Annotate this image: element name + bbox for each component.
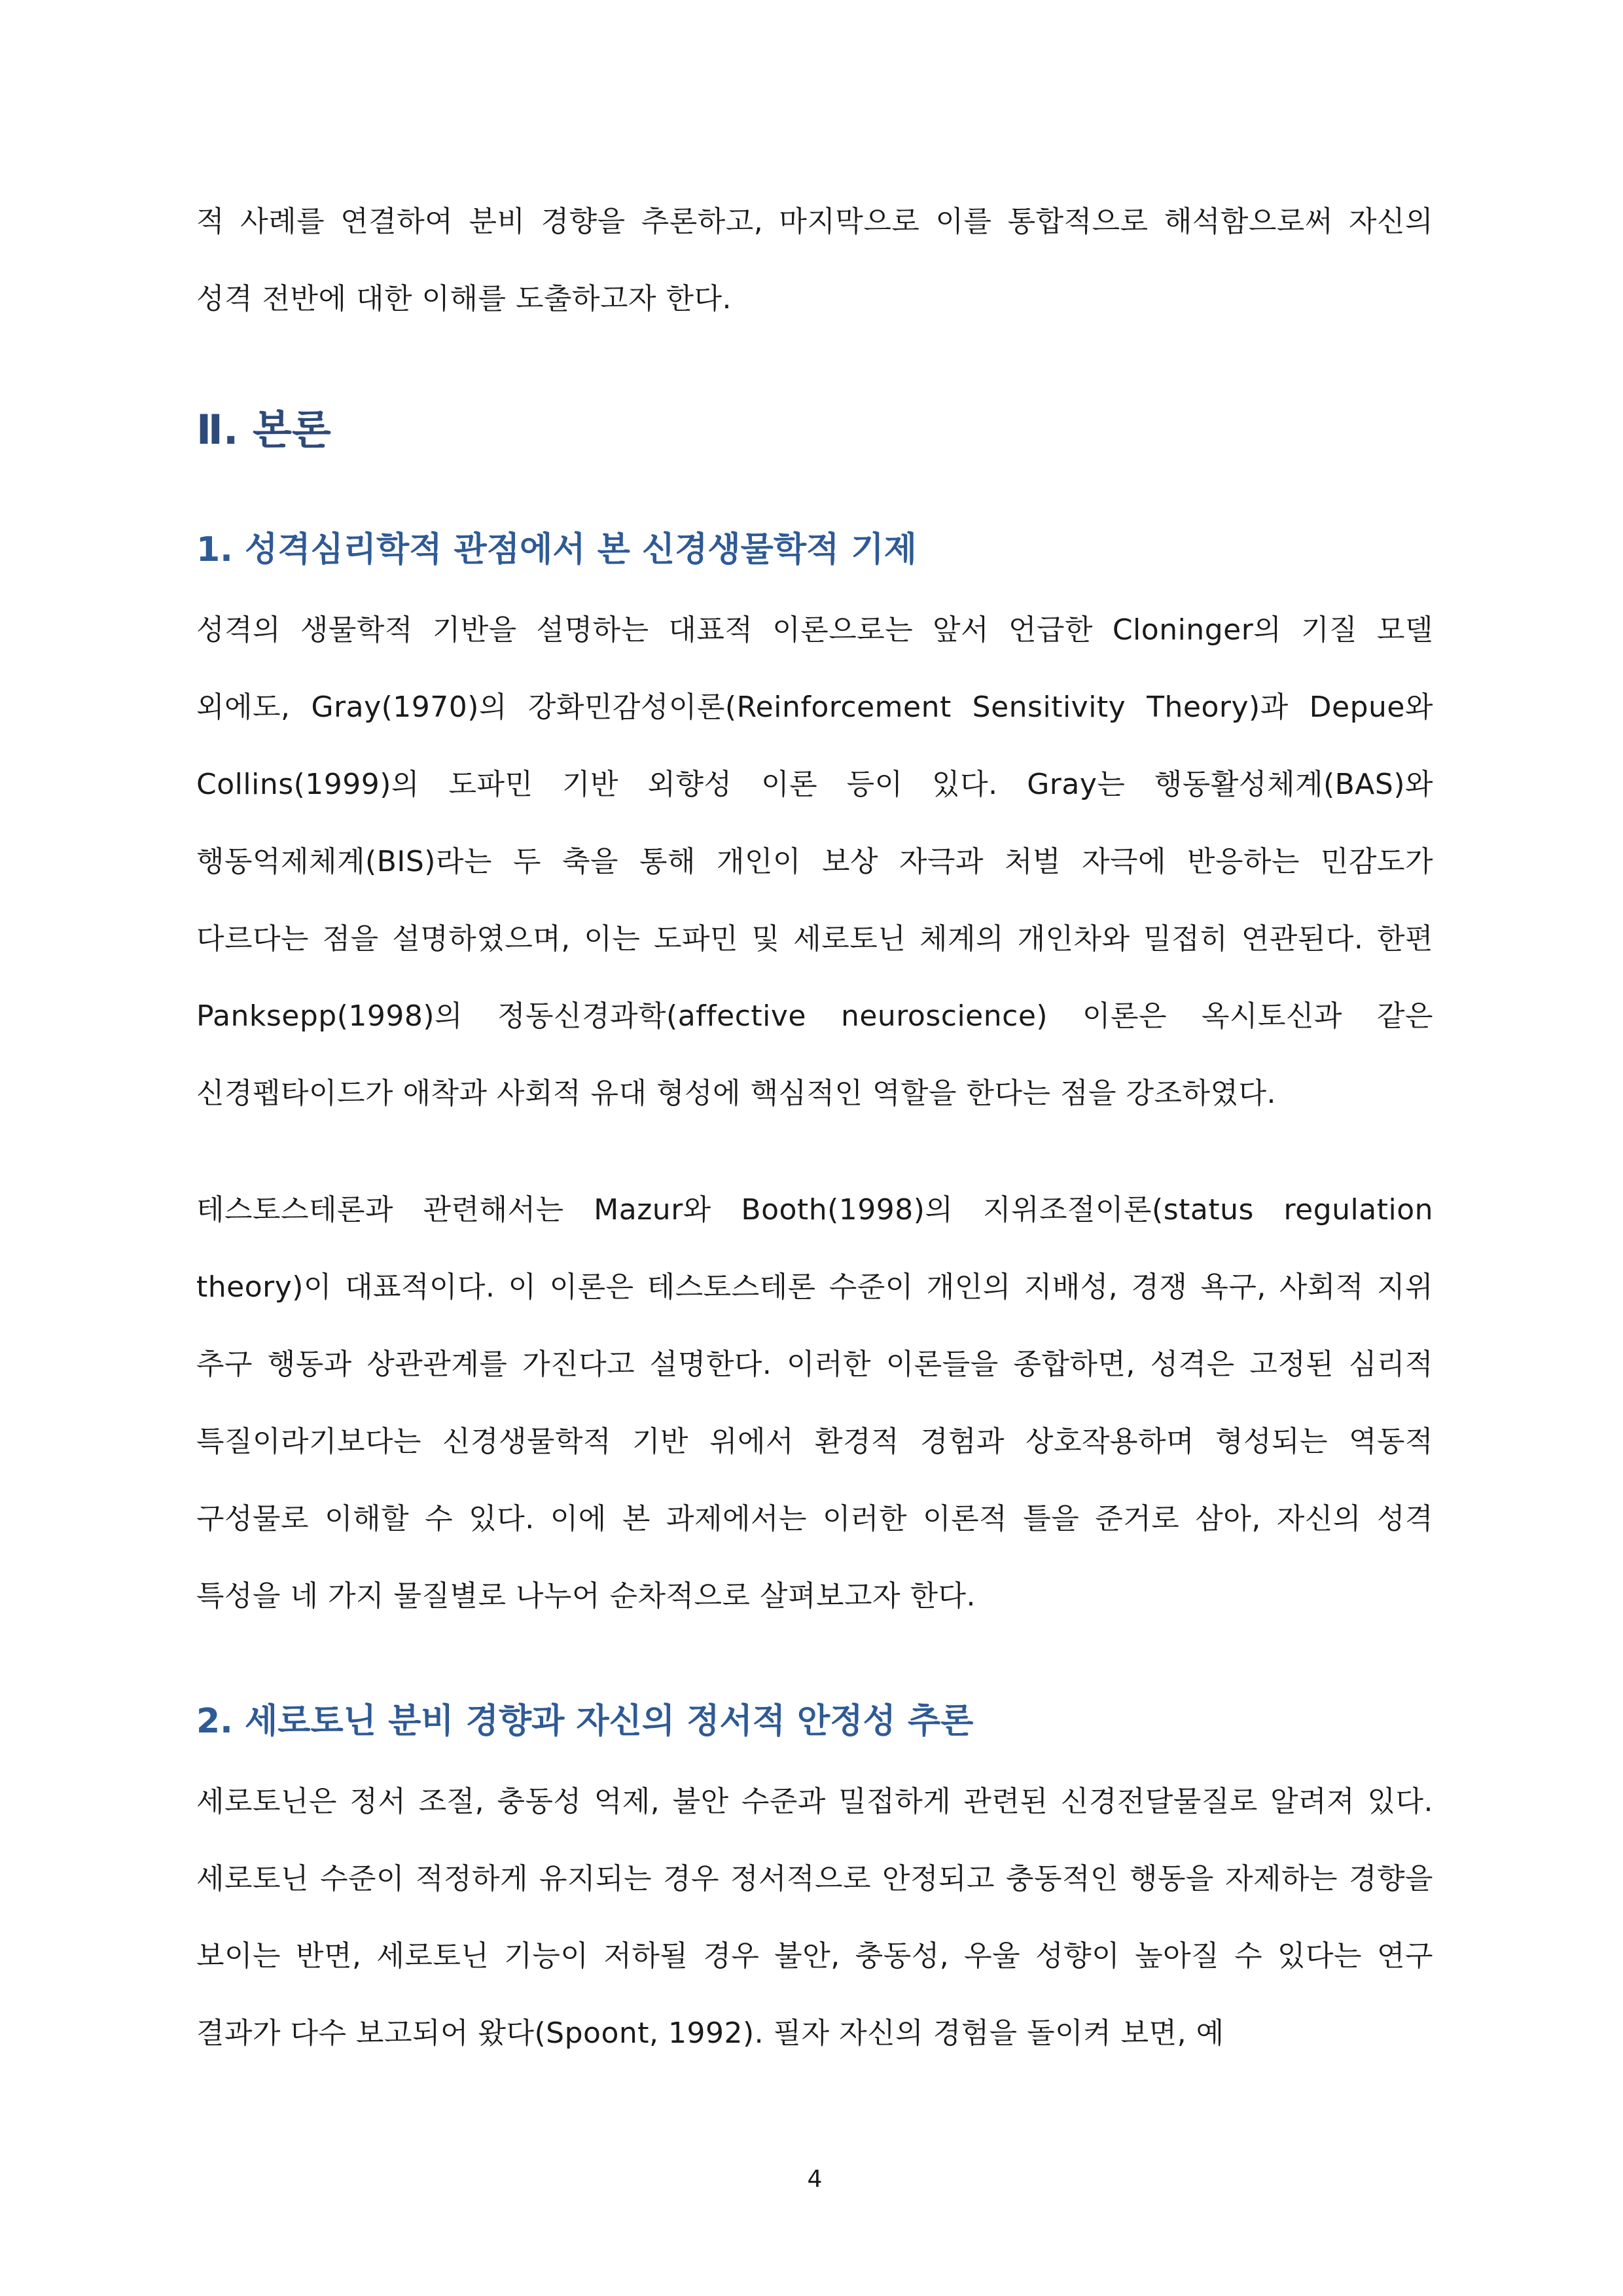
body-paragraph: 세로토닌은 정서 조절, 충동성 억제, 불안 수준과 밀접하게 관련된 신경전달물질로 알려져 있다. 세로토닌 수준이 적정하게 유지되는 경우 정서적으로 안정되고 충동적인 행동을 자제하는 경향을 보이는 반면, 세로토닌 기능이 저하될 경우 불안, 충동성, 우울 성향이 높아질 수 있다는 연구 결과가 다수 보고되어 왔다(Spoont, 1992). 필자 자신의 경험을 돌이켜 보면, 예	[196, 1785, 1433, 2050]
body-paragraph: 성격의 생물학적 기반을 설명하는 대표적 이론으로는 앞서 언급한 Cloninger의 기질 모델 외에도, Gray(1970)의 강화민감성이론(Reinforcement Sensitivity Theory)과 Depue와 Collins(1999)의 도파민 기반 외향성 이론 등이 있다. Gray는 행동활성체계(BAS)와 행동억제체계(BIS)라는 두 축을 통해 개인이 보상 자극과 처벌 자극에 반응하는 민감도가 다르다는 점을 설명하였으며, 이는 도파민 및 세로토닌 체계의 개인차와 밀접히 연관된다. 한편 Panksepp(1998)의 정동신경과학(affective neuroscience) 이론은 옥시토신과 같은 신경펩타이드가 애착과 사회적 유대 형성에 핵심적인 역할을 한다는 점을 강조하였다.	[196, 613, 1433, 1110]
subsection-heading-2: 2. 세로토닌 분비 경향과 자신의 정서적 안정성 추론	[196, 1702, 974, 1741]
subsection-heading-1: 1. 성격심리학적 관점에서 본 신경생물학적 기제	[196, 530, 917, 569]
body-paragraph: 테스토스테론과 관련해서는 Mazur와 Booth(1998)의 지위조절이론(status regulation theory)이 대표적이다. 이 이론은 테스토스테론 수준이 개인의 지배성, 경쟁 욕구, 사회적 지위 추구 행동과 상관관계를 가진다고 설명한다. 이러한 이론들을 종합하면, 성격은 고정된 심리적 특질이라기보다는 신경생물학적 기반 위에서 환경적 경험과 상호작용하며 형성되는 역동적 구성물로 이해할 수 있다. 이에 본 과제에서는 이러한 이론적 틀을 준거로 삼아, 자신의 성격 특성을 네 가지 물질별로 나누어 순차적으로 살펴보고자 한다.	[196, 1193, 1434, 1613]
page-number: 4	[807, 2166, 823, 2193]
document-page	[196, 0, 1433, 2296]
continuation-paragraph: 적 사례를 연결하여 분비 경향을 추론하고, 마지막으로 이를 통합적으로 해석함으로써 자신의 성격 전반에 대한 이해를 도출하고자 한다.	[196, 205, 1433, 315]
section-title: Ⅱ. 본론	[196, 406, 331, 454]
